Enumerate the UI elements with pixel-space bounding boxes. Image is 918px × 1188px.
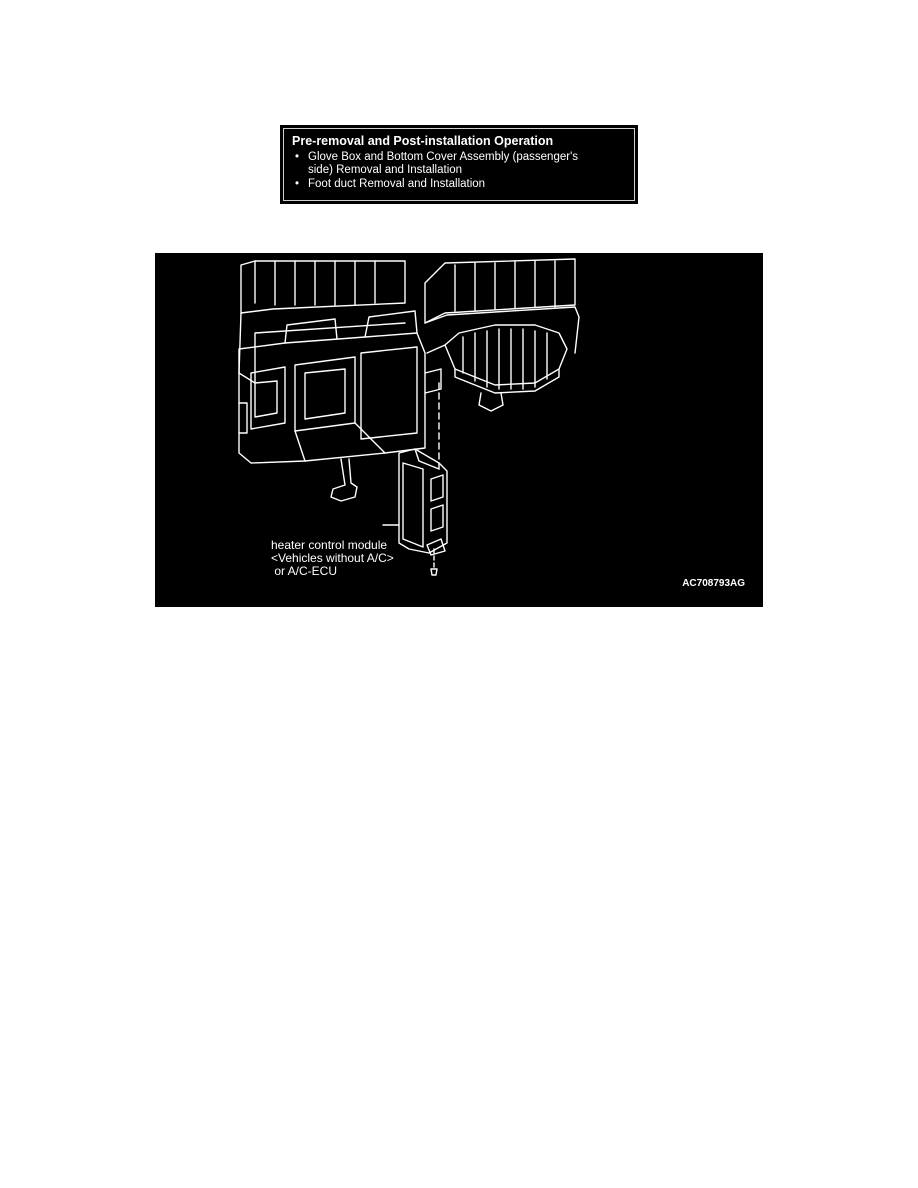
note-item-line: Foot duct Removal and Installation — [308, 178, 486, 190]
module-callout — [271, 539, 394, 578]
callout-line: heater control module — [271, 538, 388, 552]
note-item-line: Glove Box and Bottom Cover Assembly (passenger's — [308, 151, 579, 163]
callout-line: or A/C-ECU — [271, 564, 338, 578]
bullet-icon: • — [295, 178, 300, 190]
note-list — [292, 151, 626, 191]
note-title: Pre-removal and Post-installation Operation — [292, 134, 554, 148]
operation-note-frame — [283, 128, 635, 201]
note-item — [292, 178, 626, 191]
bullet-icon: • — [295, 151, 300, 163]
heater-unit-drawing — [155, 253, 763, 607]
callout-line: <Vehicles without A/C> — [271, 551, 394, 565]
note-item — [292, 151, 626, 177]
operation-note-box — [280, 125, 638, 204]
note-item-line: side) Removal and Installation — [308, 164, 463, 176]
component-illustration — [155, 253, 763, 607]
figure-code: AC708793AG — [682, 578, 745, 589]
